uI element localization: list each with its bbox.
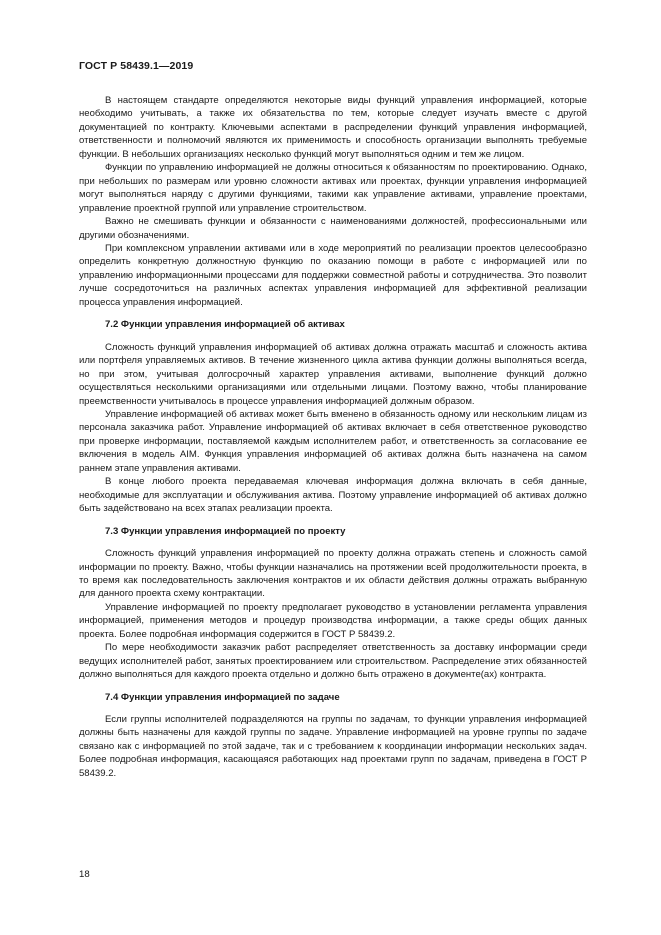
paragraph: Сложность функций управления информацией по проекту должна отражать степень и сложность самой информации по проекту. Важно, чтобы функции назначались на протяжении всей продолжительности проекта, в то время как последовательность заключения контрактов и их области действия должны отражать выбранную для данного проекта схему контрактации. [79,548,587,600]
standard-header: ГОСТ Р 58439.1—2019 [79,60,194,72]
paragraph: Управление информацией по проекту предполагает руководство в установлении регламента управления информацией, применения методов и процедур производства информации, а также среды общих данных проекта. Более подробная информация содержится в ГОСТ Р 58439.2. [79,601,587,640]
page-number: 18 [79,869,90,880]
paragraph: В конце любого проекта передаваемая ключевая информация должна включать в себя данные, необходимые для эксплуатации и обслуживания актива. Поэтому управление информацией об активах должно быть задействовано на всех этапах реализации проекта. [79,476,587,515]
paragraph: Если группы исполнителей подразделяются на группы по задачам, то функции управления информацией должны быть назначены для каждой группы по задаче. Управление информацией на уровне группы по задаче связано как с информацией по этой задаче, так и с требованием к координации информации нескольких задач. Более подробная информация, касающаяся работающих над проектами групп по задачам, приведена в ГОСТ Р 58439.2. [79,714,587,779]
paragraph: В настоящем стандарте определяются некоторые виды функций управления информацией, которые необходимо учитывать, а также их обязательства по тем, которые следует изучать вместе с другой документацией по контракту. Ключевыми аспектами в распределении функций управления информацией, ответственности и полномочий являются их применимость и способность организации выполнять требуемые функции. В небольших организациях несколько функций могут выполняться одним и тем же лицом. [79,95,587,160]
section-heading-7-4: 7.4 Функции управления информацией по задаче [105,691,340,703]
section-heading-7-3: 7.3 Функции управления информацией по проекту [105,525,346,537]
page-content [79,94,587,780]
section-heading-7-2: 7.2 Функции управления информацией об активах [105,319,345,331]
paragraph: Управление информацией об активах может быть вменено в обязанность одному или нескольким лицам из персонала заказчика работ. Управление информацией об активах включает в себя ответственное руководство при проверке информации, поставляемой каждым исполнителем работ, и ответственность за согласование ее включения в модель AIM. Функция управления информацией об активах должна быть назначена на самом раннем этапе управления активами. [79,408,587,474]
paragraph: При комплексном управлении активами или в ходе мероприятий по реализации проектов целесообразно определить конкретную должностную функцию по оказанию помощи в работе с информацией или по управлению информационными процессами для поддержки совместной работы и сотрудничества. Это позволит лучше сосредоточиться на различных аспектах управления информацией для эффективной реализации процесса управления информацией. [79,242,587,308]
paragraph: Функции по управлению информацией не должны относиться к обязанностям по проектированию. Однако, при небольших по размерам или уровню сложности активах или проектах, функции управления информацией могут выполняться наряду с другими функциями, такими как управление активами, управление проектами, управление проектной группой или управление строительством. [79,162,587,214]
paragraph: Сложность функций управления информацией об активах должна отражать масштаб и сложность актива или портфеля управляемых активов. В течение жизненного цикла актива функции должны выполняться всегда, но при этом, учитывая долгосрочный характер управления активами, выполнение функций должно осуществляться несколькими организациями или отдельными лицами. Поэтому важно, чтобы планирование преемственности учитывалось в процессе управления информацией должным образом. [79,341,587,407]
paragraph: Важно не смешивать функции и обязанности с наименованиями должностей, профессиональными или другими обозначениями. [79,216,587,241]
paragraph: По мере необходимости заказчик работ распределяет ответственность за доставку информации среди ведущих исполнителей работ, занятых проектированием или строительством. Распределение этих обязанностей должно выполняться для каждого проекта отдельно и должно быть отражено в документе(ах) контракта. [79,642,587,681]
